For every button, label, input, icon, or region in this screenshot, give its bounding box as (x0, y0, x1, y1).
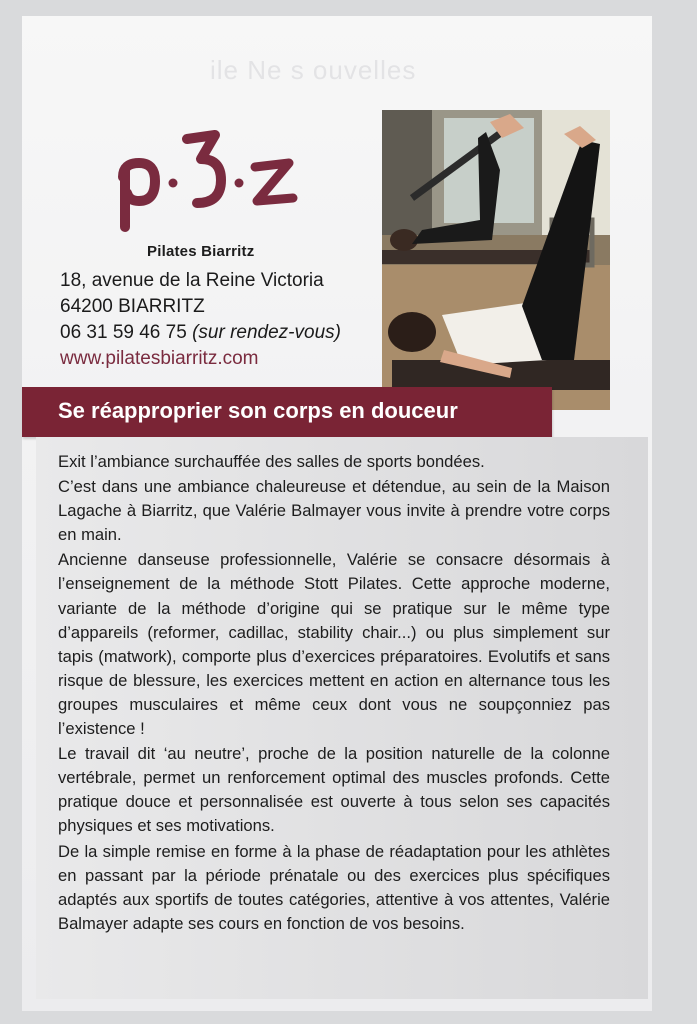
article-paragraph: C’est dans une ambiance chaleureuse et détendue, au sein de la Maison Lagache à Biarritz, que Valérie Balmayer vous invite à prendre votre corps en main. (58, 477, 610, 545)
phone-note: (sur rendez-vous) (192, 322, 341, 343)
article-paragraph: Ancienne danseuse professionnelle, Valérie se consacre désormais à l’enseignement de la méthode Stott Pilates. Cette approche moderne, variante de la méthode d’origine qui se pratique sur le même type d’appareils (reformer, cadillac, stability chair...) ou plus simplement sur tapis (matwork), comporte plus d’exercices préparatoires. Evolutifs et sans risque de blessure, les exercices mettent en action en alternance tous les groupes musculaires et même ceux dont vous ne soupçonniez pas l’existence ! (58, 550, 610, 739)
phone-line (60, 320, 341, 346)
city-line: 64200 BIARRITZ (60, 296, 205, 317)
article-title: Se réapproprier son corps en douceur (58, 398, 458, 423)
bleed-through-heading: ile Ne s ouvelles (210, 55, 417, 85)
address-line: 18, avenue de la Reine Victoria (60, 270, 324, 291)
article-paragraph: Le travail dit ‘au neutre’, proche de la position naturelle de la colonne vertébrale, permet un renforcement optimal des muscles profonds. Cette pratique douce et personnalisée est ouverte à tous selon ses capacités physiques et ses motivations. (58, 744, 610, 836)
article-paragraph: Exit l’ambiance surchauffée des salles de sports bondées. (58, 452, 485, 471)
website-link[interactable]: www.pilatesbiarritz.com (60, 348, 259, 369)
article-body (58, 450, 610, 937)
logo-subtitle: Pilates Biarritz (147, 243, 255, 260)
pbz-logo-mark (115, 125, 315, 240)
phone-number: 06 31 59 46 75 (60, 322, 187, 343)
article-paragraph: De la simple remise en forme à la phase de réadaptation pour les athlètes en passant par la période prénatale ou des exercices plus spécifiques adaptés aux sportifs de toutes catégories, attentive à vos attentes, Valérie Balmayer adapte ses cours en fonction de vos besoins. (58, 841, 610, 933)
contact-block (60, 268, 341, 372)
pbz-logo (115, 125, 315, 260)
pilates-photo (382, 110, 610, 410)
pilates-photo-illustration (382, 110, 610, 410)
article-title-banner (22, 387, 552, 437)
